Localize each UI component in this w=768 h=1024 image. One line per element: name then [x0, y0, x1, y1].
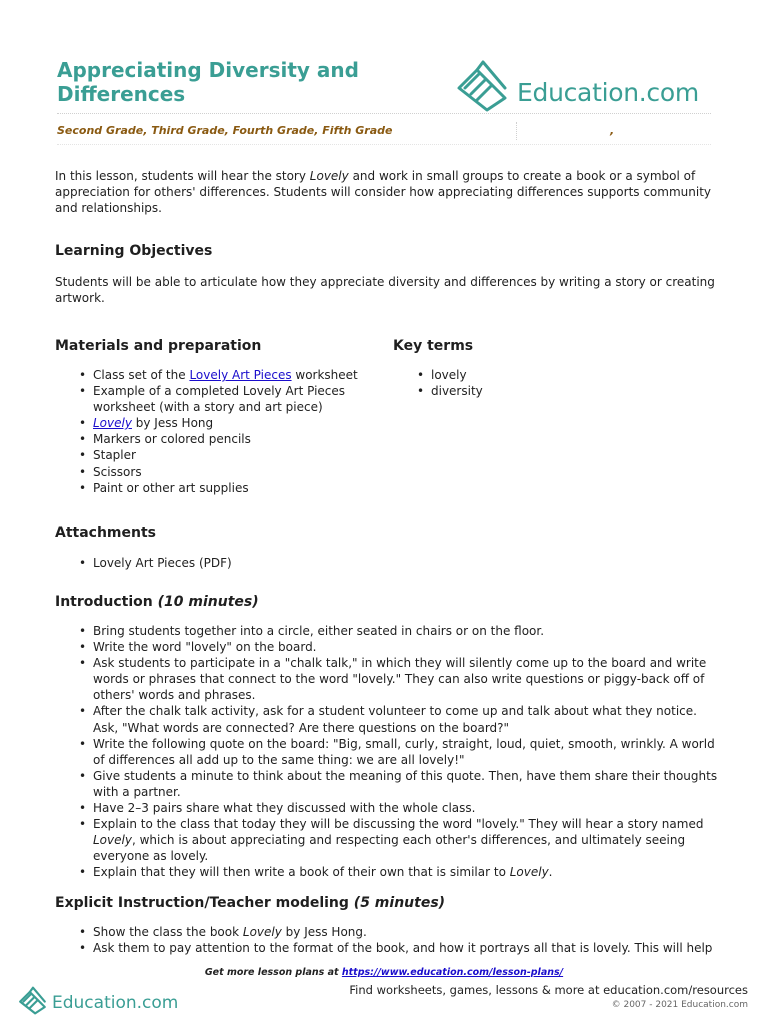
- introduction-item-text: , which is about appreciating and respecting each other's differences, and ultimately seeing everyone as lovely.: [93, 833, 686, 864]
- header-separator: [516, 122, 517, 140]
- education-logo-icon: [455, 58, 511, 112]
- attachments-heading: Attachments: [55, 525, 157, 541]
- list-item: [55, 864, 725, 880]
- list-item: [55, 367, 375, 383]
- explicit-instruction-duration: (5 minutes): [353, 895, 446, 911]
- explicit-instruction-heading-label: Explicit Instruction/Teacher modeling: [55, 895, 349, 911]
- footer-logo[interactable]: [18, 985, 178, 1015]
- list-item: • Lovely Art Pieces (PDF): [55, 555, 455, 571]
- list-item: • Stapler: [55, 447, 375, 463]
- summary-text-b: and work in small groups to create a book or a symbol of appreciation for others' differences. Students will consider how appreciating differences supports community and relationships.: [55, 169, 712, 216]
- materials-heading: Materials and preparation: [55, 338, 262, 354]
- lovely-art-pieces-link[interactable]: Lovely Art Pieces: [189, 368, 292, 382]
- list-item: • Bring students together into a circle, either seated in chairs or on the floor.: [55, 623, 725, 639]
- lesson-plans-link[interactable]: https://www.education.com/lesson-plans/: [341, 967, 564, 978]
- learning-objectives-text: Students will be able to articulate how they appreciate diversity and differences by writing a story or creating artwork.: [55, 275, 715, 306]
- key-terms-list: [393, 367, 593, 399]
- learning-objectives-heading: Learning Objectives: [55, 243, 213, 259]
- footer-resources-text: Find worksheets, games, lessons & more at education.com/resources: [349, 983, 748, 997]
- list-item: • Give students a minute to think about the meaning of this quote. Then, have them share their thoughts with a partner.: [55, 768, 725, 800]
- explicit-item-text: Show the class the book: [93, 925, 243, 939]
- footer-cta-text: Get more lesson plans at: [204, 967, 342, 978]
- list-item: • Write the word "lovely" on the board.: [55, 639, 725, 655]
- list-item: [55, 415, 375, 431]
- list-item: • Write the following quote on the board: "Big, small, curly, straight, loud, quiet, smooth, wrinkly. A world of differences all add up to the same thing: we are all lovely!": [55, 736, 725, 768]
- lesson-summary: [55, 168, 715, 217]
- materials-item-text: worksheet: [291, 368, 358, 382]
- footer-copyright: © 2007 - 2021 Education.com: [611, 1000, 748, 1010]
- introduction-book-title: Lovely: [509, 865, 549, 880]
- materials-list: [55, 367, 375, 496]
- grade-levels: Second Grade, Third Grade, Fourth Grade, Fifth Grade: [57, 124, 393, 137]
- logo-wordmark: Education.com: [517, 77, 699, 107]
- list-item: • Paint or other art supplies: [55, 480, 375, 496]
- explicit-book-title: Lovely: [242, 925, 282, 939]
- introduction-item-text: Explain to the class that today they will be discussing the word "lovely." They will hear a story named: [93, 817, 704, 832]
- education-logo-icon: [18, 985, 48, 1015]
- page-title: Appreciating Diversity and Differences: [57, 58, 359, 106]
- introduction-item-text: .: [548, 865, 553, 880]
- materials-item-text: Class set of the: [93, 368, 190, 382]
- list-item: • lovely: [393, 367, 593, 383]
- list-item: • After the chalk talk activity, ask for a student volunteer to come up and talk about what they notice. Ask, "What words are connected? Are there questions on the board?": [55, 703, 725, 735]
- introduction-book-title: Lovely: [93, 833, 132, 848]
- introduction-item-text: Explain that they will then write a book of their own that is similar to: [93, 865, 510, 880]
- materials-item-text: by Jess Hong: [131, 416, 214, 431]
- grade-trailing-comma: ,: [610, 124, 615, 137]
- list-item: [55, 816, 725, 864]
- explicit-instruction-list: [55, 924, 725, 956]
- header-divider-lower: [57, 144, 711, 145]
- list-item: • diversity: [393, 383, 593, 399]
- explicit-item-text: by Jess Hong.: [281, 925, 367, 939]
- list-item: • Ask them to pay attention to the format of the book, and how it portrays all that is lovely. This will help: [55, 940, 725, 956]
- attachments-list: [55, 555, 455, 571]
- introduction-list: [55, 623, 725, 881]
- explicit-instruction-heading: [55, 895, 445, 911]
- lovely-book-link[interactable]: Lovely: [93, 416, 132, 431]
- key-terms-heading: Key terms: [393, 338, 474, 354]
- list-item: • Have 2–3 pairs share what they discussed with the whole class.: [55, 800, 725, 816]
- summary-text-a: In this lesson, students will hear the story: [55, 169, 310, 183]
- list-item: • Markers or colored pencils: [55, 431, 375, 447]
- footer-logo-wordmark: Education.com: [52, 993, 179, 1013]
- introduction-duration: (10 minutes): [157, 594, 259, 610]
- list-item: • Ask students to participate in a "chalk talk," in which they will silently come up to the board and write words or phrases that connect to the word "lovely." They can also write questions or piggy-back off of others' words and phrases.: [55, 655, 725, 703]
- list-item: • Example of a completed Lovely Art Pieces worksheet (with a story and art piece): [55, 383, 375, 415]
- introduction-heading: [55, 594, 259, 610]
- list-item: [55, 924, 725, 940]
- list-item: • Scissors: [55, 464, 375, 480]
- footer-cta: [0, 967, 768, 978]
- header-divider: [57, 113, 711, 114]
- introduction-heading-label: Introduction: [55, 594, 153, 610]
- education-logo[interactable]: [455, 58, 699, 112]
- summary-book-title: Lovely: [309, 169, 349, 183]
